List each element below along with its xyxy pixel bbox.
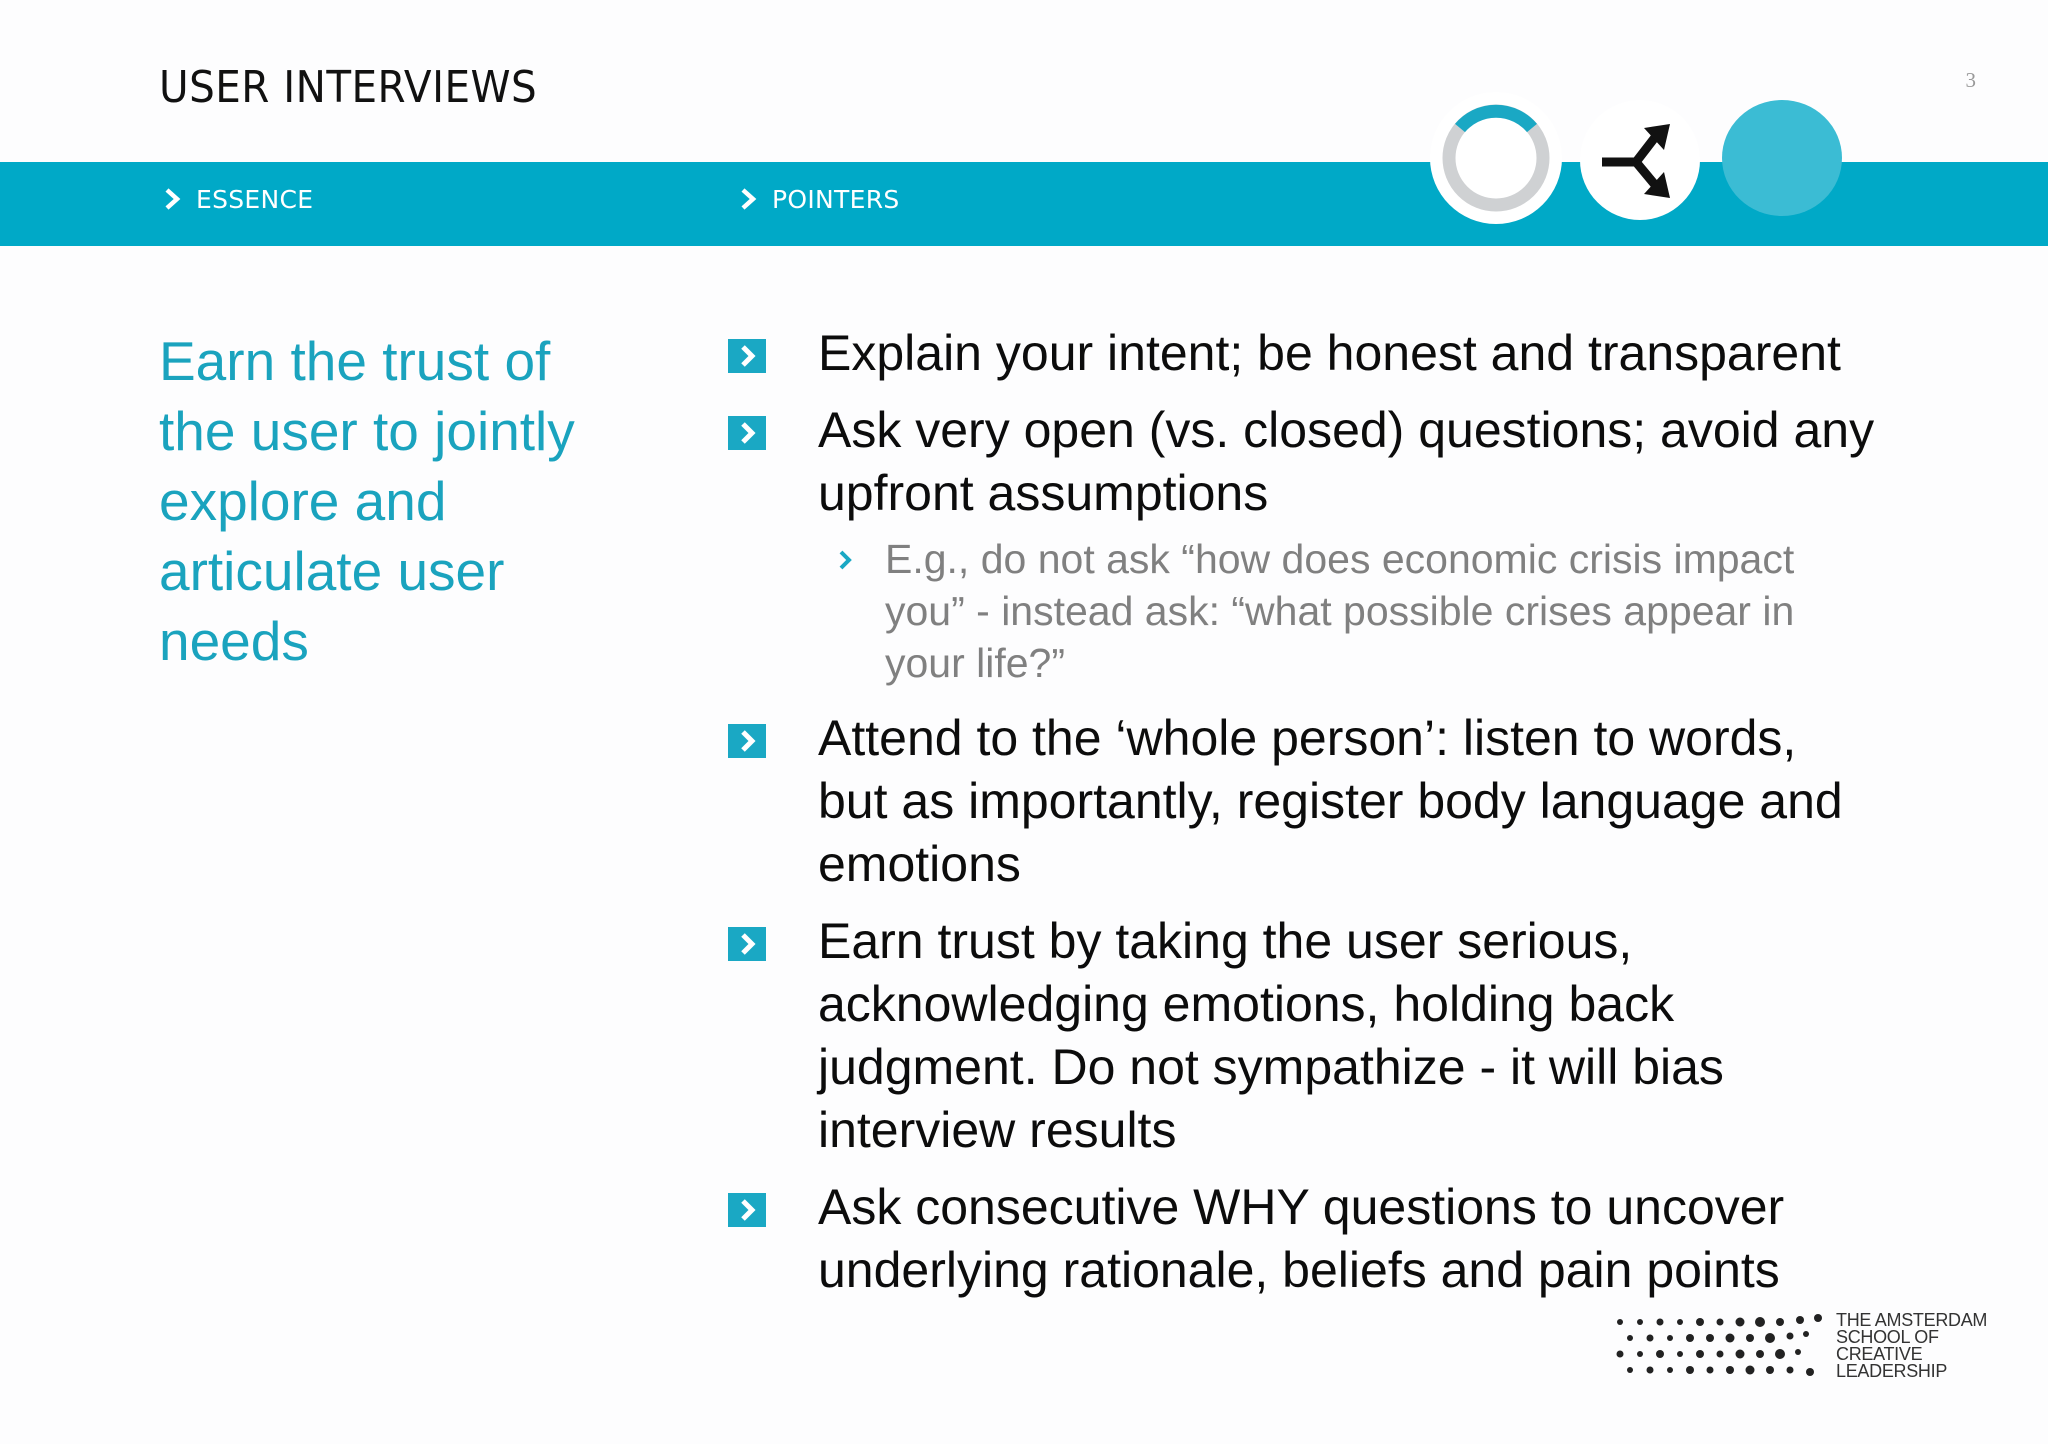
sub-list-item-text: E.g., do not ask “how does economic crisis impact you” - instead ask: “what possible crises appear in your life?” [885, 536, 1795, 686]
nav-essence[interactable] [162, 184, 313, 214]
list-item [728, 910, 1878, 1162]
logo-wordmark [1836, 1312, 1987, 1380]
list-item [728, 707, 1878, 896]
list-item [728, 1176, 1878, 1302]
chevron-right-icon [738, 184, 760, 214]
chevron-box-icon [728, 1193, 766, 1227]
school-logo [1600, 1310, 1990, 1386]
list-item [728, 399, 1878, 525]
list-item [728, 322, 1878, 385]
list-item-text: Explain your intent; be honest and transparent [818, 325, 1841, 381]
chevron-box-icon [728, 927, 766, 961]
pointers-list [728, 322, 1878, 1316]
chevron-right-icon [836, 547, 854, 573]
progress-ring-icon [1430, 92, 1562, 224]
progress-ring-badge [1430, 92, 1562, 224]
list-item-text: Earn trust by taking the user serious, acknowledging emotions, holding back judgment. Do not sympathize - it will bias interview results [818, 913, 1724, 1158]
nav-pointers-label: POINTERS [772, 184, 900, 214]
logo-line: SCHOOL OF [1836, 1327, 1939, 1347]
logo-line: CREATIVE [1836, 1344, 1923, 1364]
slide-title: USER INTERVIEWS [159, 62, 538, 113]
nav-essence-label: ESSENCE [196, 184, 314, 214]
list-item-text: Ask very open (vs. closed) questions; avoid any upfront assumptions [818, 402, 1875, 521]
logo-line: THE AMSTERDAM [1836, 1310, 1988, 1330]
logo-line: LEADERSHIP [1836, 1361, 1948, 1381]
fork-arrows-icon [1580, 100, 1700, 220]
page-number: 3 [1965, 68, 1976, 92]
list-item-text: Attend to the ‘whole person’: listen to words, but as importantly, register body language and emotions [818, 710, 1843, 892]
inactive-badge [1722, 100, 1842, 216]
list-item-text: Ask consecutive WHY questions to uncover underlying rationale, beliefs and pain points [818, 1179, 1785, 1298]
chevron-box-icon [728, 724, 766, 758]
dot-pattern-logo-icon [1600, 1310, 1830, 1386]
fork-badge [1580, 100, 1700, 220]
chevron-box-icon [728, 339, 766, 373]
sub-list-item [728, 533, 1878, 689]
chevron-right-icon [162, 184, 184, 214]
nav-pointers[interactable] [738, 184, 900, 214]
essence-statement: Earn the trust of the user to jointly explore and articulate user needs [159, 330, 575, 672]
chevron-box-icon [728, 416, 766, 450]
